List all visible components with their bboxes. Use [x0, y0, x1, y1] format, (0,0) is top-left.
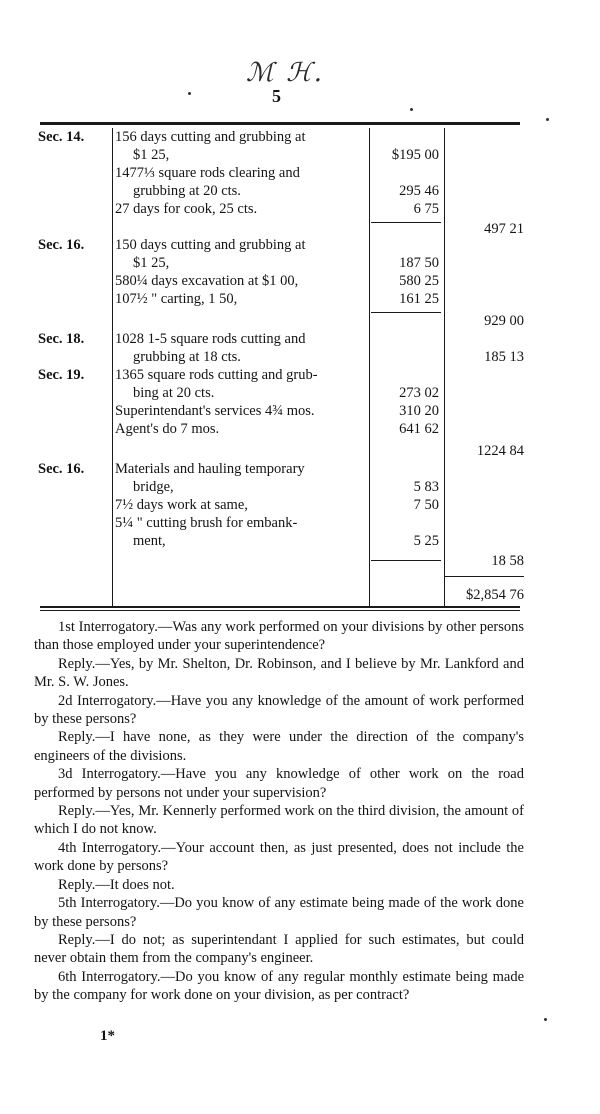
entry-line: grubbing at 18 cts.: [133, 349, 241, 365]
ledger-column-divider: [112, 128, 113, 606]
entry-line: Superintendant's services 4¾ mos.: [115, 403, 315, 419]
section-label: Sec. 16.: [38, 461, 85, 477]
line-amount: 5 25: [413, 533, 439, 549]
line-amount: 273 02: [399, 385, 439, 401]
grand-total: $2,854 76: [466, 587, 524, 603]
entry-line: grubbing at 20 cts.: [133, 183, 241, 199]
line-amount: 641 62: [399, 421, 439, 437]
reply-paragraph: Reply.—I do not; as superintendant I applied for such estimates, but could never obtain them from the company's engineer.: [34, 931, 524, 967]
entry-line: bridge,: [133, 479, 174, 495]
entry-line: Materials and hauling temporary: [115, 461, 305, 477]
grand-total-rule: [444, 576, 524, 577]
line-amount: 310 20: [399, 403, 439, 419]
line-amount: 187 50: [399, 255, 439, 271]
scan-speck: [546, 118, 549, 121]
entry-line: bing at 20 cts.: [133, 385, 215, 401]
subtotal-rule: [371, 560, 441, 561]
section-total: 1224 84: [476, 443, 524, 459]
line-amount: 161 25: [399, 291, 439, 307]
reply-paragraph: Reply.—Yes, by Mr. Shelton, Dr. Robinson, and I believe by Mr. Lankford and Mr. S. W. Jones.: [34, 655, 524, 691]
interrogatory-paragraph: 6th Interrogatory.—Do you know of any regular monthly estimate being made by the company for work done on your division, as per contract?: [34, 968, 524, 1004]
section-total: 185 13: [484, 349, 524, 365]
page-number: 5: [272, 86, 281, 106]
entry-line: $1 25,: [133, 147, 170, 163]
reply-paragraph: Reply.—Yes, Mr. Kennerly performed work on the third division, the amount of which I do not know.: [34, 803, 524, 838]
entry-description: [115, 330, 368, 366]
entry-line: 1028 1-5 square rods cutting and: [115, 331, 306, 347]
section-total: 18 58: [491, 553, 524, 569]
entry-line: 1477⅓ square rods clearing and: [115, 165, 300, 181]
subtotal-rule: [371, 222, 441, 223]
interrogatory-paragraph: 5th Interrogatory.—Do you know of any estimate being made of the work done by these persons?: [34, 895, 524, 930]
scan-speck: [188, 92, 191, 95]
interrogatories-text: [34, 618, 524, 1005]
entry-line: 1365 square rods cutting and grub-: [115, 367, 318, 383]
interrogatory-paragraph: 3d Interrogatory.—Have you any knowledge of other work on the road performed by persons not under your supervision?: [34, 766, 524, 801]
scan-speck: [410, 108, 413, 111]
entry-line: 580¼ days excavation at $1 00,: [115, 273, 299, 289]
ledger-column-divider: [369, 128, 370, 606]
entry-line: 5¼ " cutting brush for embank-: [115, 515, 298, 531]
section-label: Sec. 18.: [38, 331, 85, 347]
header-rule: [40, 122, 520, 125]
scan-speck: [544, 1018, 547, 1021]
entry-description: [115, 366, 368, 438]
line-amount: $195 00: [391, 147, 439, 163]
section-total: 497 21: [484, 221, 524, 237]
line-amount: 6 75: [413, 201, 439, 217]
subtotal-rule: [371, 312, 441, 313]
interrogatory-paragraph: 1st Interrogatory.—Was any work performed on your divisions by other persons than those employed under your superintendence?: [34, 619, 524, 654]
section-label: Sec. 14.: [38, 129, 85, 145]
entry-line: Agent's do 7 mos.: [115, 421, 220, 437]
entry-line: 27 days for cook, 25 cts.: [115, 201, 258, 217]
line-amount: 580 25: [399, 273, 439, 289]
handwritten-annotation: ℳ ℋ.: [246, 58, 325, 88]
entry-line: 150 days cutting and grubbing at: [115, 237, 306, 253]
entry-line: ment,: [133, 533, 166, 549]
ledger-bottom-rule: [40, 610, 520, 611]
section-total: 929 00: [484, 313, 524, 329]
entry-line: 7½ days work at same,: [115, 497, 248, 513]
line-amount: 7 50: [413, 497, 439, 513]
interrogatory-paragraph: 4th Interrogatory.—Your account then, as just presented, does not include the work done by persons?: [34, 839, 524, 875]
signature-mark: 1*: [100, 1028, 115, 1044]
entry-description: [115, 236, 368, 308]
reply-paragraph: Reply.—It does not.: [58, 876, 175, 893]
line-amount: 5 83: [413, 479, 439, 495]
ledger-column-divider: [444, 128, 445, 606]
line-amount: 295 46: [399, 183, 439, 199]
entry-line: $1 25,: [133, 255, 170, 271]
interrogatory-paragraph: 2d Interrogatory.—Have you any knowledge of the amount of work performed by these persons?: [34, 692, 524, 728]
ledger-bottom-rule: [40, 606, 520, 608]
entry-line: 156 days cutting and grubbing at: [115, 129, 306, 145]
reply-paragraph: Reply.—I have none, as they were under the direction of the company's engineers of the divisions.: [34, 729, 524, 764]
entry-description: [115, 128, 368, 218]
entry-description: [115, 460, 368, 550]
section-label: Sec. 19.: [38, 367, 85, 383]
entry-line: 107½ " carting, 1 50,: [115, 291, 238, 307]
section-label: Sec. 16.: [38, 237, 85, 253]
